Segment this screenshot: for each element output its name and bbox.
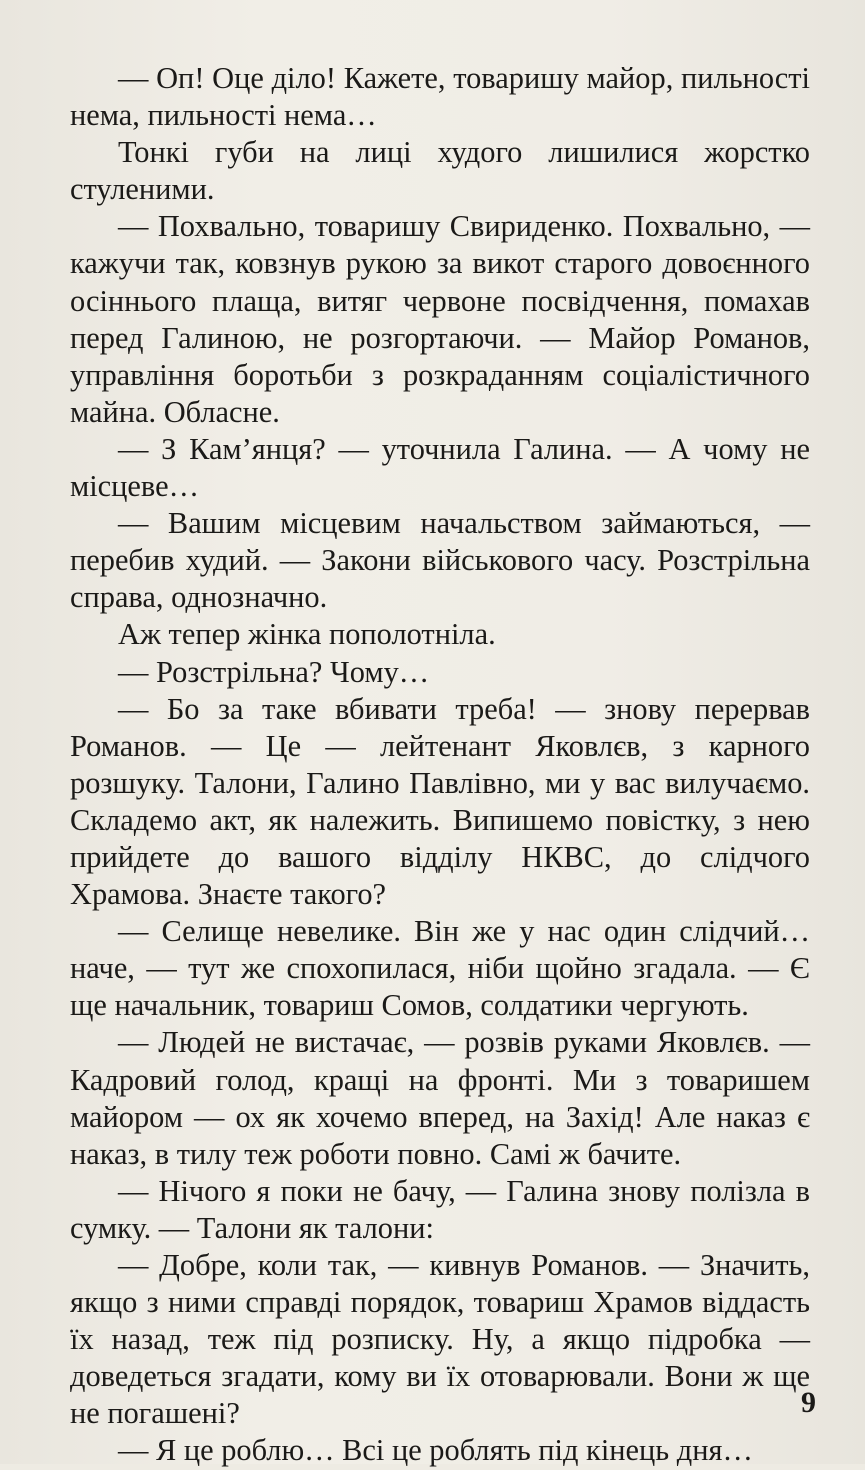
body-text: [70, 60, 810, 1470]
page-number: 9: [801, 1386, 816, 1419]
paragraph: Тонкі губи на лиці худого лишилися жорстко стуленими.: [70, 135, 810, 207]
paragraph: — З Кам’янця? — уточнила Галина. — А чому не місцеве…: [70, 431, 810, 504]
paragraph: — Нічого я поки не бачу, — Галина знову полізла в сумку. — Талони як талони:: [70, 1173, 810, 1245]
paragraph: — Оп! Оце діло! Кажете, товаришу майор, пильності нема, пильності нема…: [70, 61, 810, 133]
paragraph: — Я це роблю… Всі це роблять під кінець дня…: [118, 1433, 753, 1468]
paragraph: — Вашим місцевим начальством займаються, — перебив худий. — Закони військового часу. Розстрільна справа, однозначно.: [70, 506, 810, 615]
paragraph: — Бо за таке вбивати треба! — знову перервав Романов. — Це — лейтенант Яковлєв, з карного розшуку. Талони, Галино Павлівно, ми у вас вилучаємо. Складемо акт, як належить. Випишемо повістку, з нею прийдете до вашого відділу НКВС, до слідчого Храмова. Знаєте такого?: [70, 691, 810, 912]
paragraph: — Людей не вистачає, — розвів руками Яковлєв. — Кадровий голод, кращі на фронті. Ми з товаришем майором — ох як хочемо вперед, на Захід! Але наказ є наказ, в тилу теж роботи повно. Самі ж бачите.: [70, 1025, 810, 1171]
paragraph: — Добре, коли так, — кивнув Романов. — Значить, якщо з ними справді порядок, товариш Храмов віддасть їх назад, теж під розписку. Ну, а якщо підробка — доведеться згадати, кому ви їх отоварювали. Вони ж ще не погашені?: [70, 1248, 810, 1431]
paragraph: — Розстрільна? Чому…: [118, 654, 430, 689]
paragraph: — Селище невелике. Він же у нас один слідчий… наче, — тут же спохопилася, ніби щойно згадала. — Є ще начальник, товариш Сомов, солдатики чергують.: [70, 914, 810, 1023]
paragraph: Аж тепер жінка пополотніла.: [118, 617, 496, 652]
paragraph: — Похвально, товаришу Свириденко. Похвально, — кажучи так, ковзнув рукою за викот старого довоєнного осіннього плаща, витяг червоне посвідчення, помахав перед Галиною, не розгортаючи. — Майор Романов, управління боротьби з розкраданням соціалістичного майна. Обласне.: [70, 209, 810, 429]
